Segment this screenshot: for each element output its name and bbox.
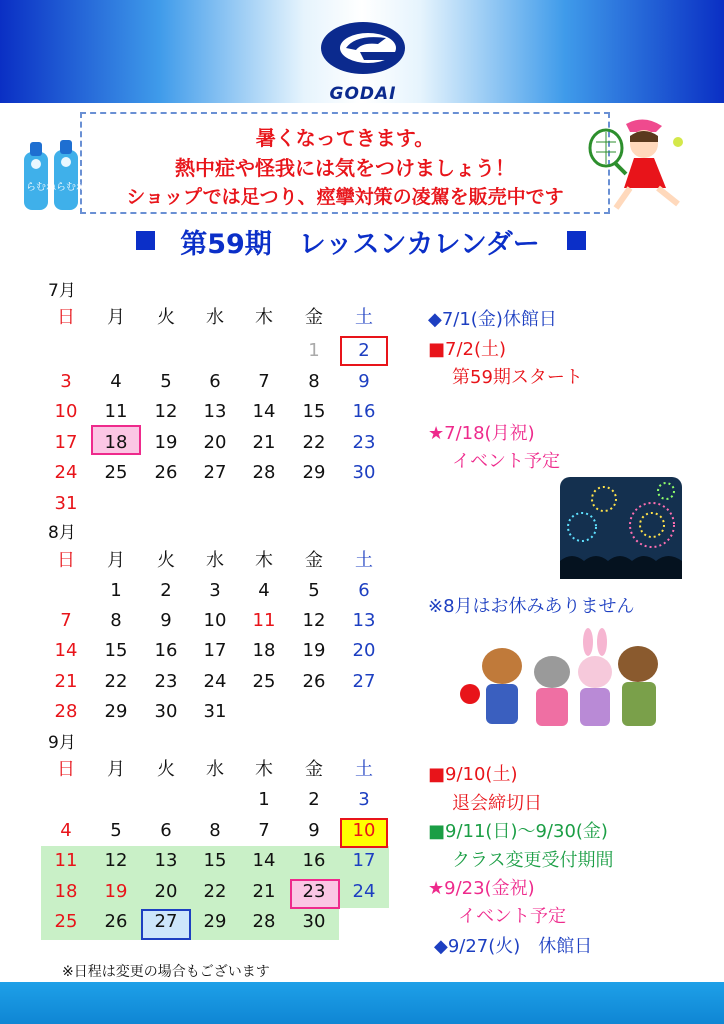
weekday-header-5: 金 bbox=[305, 307, 323, 328]
calendar-day: 24 bbox=[203, 671, 227, 692]
calendar-day: 25 bbox=[252, 671, 276, 692]
calendar-day: 5 bbox=[110, 820, 122, 841]
weekday-header-4: 木 bbox=[255, 550, 273, 571]
calendar-day: 5 bbox=[160, 371, 172, 392]
calendar-day: 20 bbox=[203, 432, 227, 453]
calendar-day: 14 bbox=[252, 850, 276, 871]
weekday-header-5: 金 bbox=[305, 759, 323, 780]
month-label-september: 9月 bbox=[48, 733, 76, 753]
calendar-title-row bbox=[130, 222, 600, 260]
brand-name: GODAI bbox=[329, 84, 397, 104]
calendar-day: 7 bbox=[258, 820, 270, 841]
weekday-header-3: 水 bbox=[206, 759, 224, 780]
calendar-day: 24 bbox=[54, 462, 78, 483]
event-jul18: ★7/18(月祝) bbox=[428, 423, 535, 444]
notice-box bbox=[80, 112, 610, 214]
calendar-day: 13 bbox=[203, 401, 227, 422]
notice-line-2: 熱中症や怪我には気をつけましょう！ bbox=[175, 156, 515, 180]
calendar-day: 1 bbox=[258, 789, 270, 810]
calendar-day: 19 bbox=[104, 881, 128, 902]
calendar-day: 3 bbox=[60, 371, 72, 392]
event-sep11-30: ■9/11(日)～9/30(金) bbox=[428, 821, 608, 842]
weekday-header-6: 土 bbox=[355, 307, 373, 328]
calendar-day: 4 bbox=[110, 371, 122, 392]
calendar-day: 18 bbox=[54, 881, 78, 902]
calendar-day: 21 bbox=[54, 671, 78, 692]
notice-line-3: ショップでは足つり、痙攣対策の凌駕を販売中です bbox=[126, 186, 564, 208]
calendar-day: 8 bbox=[110, 610, 122, 631]
calendar-day: 20 bbox=[154, 881, 178, 902]
calendar-day: 9 bbox=[308, 820, 320, 841]
calendar-day: 17 bbox=[352, 850, 376, 871]
calendar-day: 5 bbox=[308, 580, 320, 601]
month-label-july: 7月 bbox=[48, 281, 76, 301]
calendar-day: 22 bbox=[203, 881, 227, 902]
calendar-day: 6 bbox=[358, 580, 370, 601]
calendar-day: 10 bbox=[352, 820, 376, 841]
event-jul2: ■7/2(土) bbox=[428, 339, 507, 360]
calendar-day: 30 bbox=[352, 462, 376, 483]
calendar-day: 24 bbox=[352, 881, 376, 902]
calendar-day: 2 bbox=[308, 789, 320, 810]
calendar-day: 30 bbox=[154, 701, 178, 722]
calendar-day: 4 bbox=[60, 820, 72, 841]
calendar-day: 14 bbox=[54, 640, 78, 661]
footnote: ※日程は変更の場合もございます bbox=[62, 964, 270, 980]
calendar-day: 12 bbox=[154, 401, 178, 422]
weekday-header-4: 木 bbox=[255, 307, 273, 328]
calendar-day: 12 bbox=[302, 610, 326, 631]
calendar-day: 29 bbox=[302, 462, 326, 483]
calendar-day: 18 bbox=[104, 432, 128, 453]
title-square-right-icon bbox=[567, 231, 586, 250]
calendar-day: 15 bbox=[302, 401, 326, 422]
event-sep23-detail: イベント予定 bbox=[458, 906, 566, 927]
calendar-day: 20 bbox=[352, 640, 376, 661]
calendar-day: 2 bbox=[160, 580, 172, 601]
calendar-day: 3 bbox=[209, 580, 221, 601]
calendar-day: 23 bbox=[352, 432, 376, 453]
calendar-day: 25 bbox=[104, 462, 128, 483]
event-jul1: ◆7/1(金)休館日 bbox=[428, 309, 557, 330]
title-square-left-icon bbox=[136, 231, 155, 250]
calendar-day: 31 bbox=[203, 701, 227, 722]
weekday-header-2: 火 bbox=[157, 759, 175, 780]
calendar-day: 16 bbox=[302, 850, 326, 871]
calendar-day: 16 bbox=[154, 640, 178, 661]
calendar-day: 8 bbox=[308, 371, 320, 392]
calendar-day: 27 bbox=[352, 671, 376, 692]
calendar-day: 12 bbox=[104, 850, 128, 871]
calendar-day: 25 bbox=[54, 911, 78, 932]
calendar-day: 7 bbox=[60, 610, 72, 631]
calendar-day: 28 bbox=[252, 911, 276, 932]
calendar-day: 15 bbox=[104, 640, 128, 661]
calendar-day: 11 bbox=[104, 401, 128, 422]
calendar-day: 26 bbox=[104, 911, 128, 932]
weekday-header-6: 土 bbox=[355, 759, 373, 780]
weekday-header-3: 水 bbox=[206, 307, 224, 328]
calendar-day: 27 bbox=[203, 462, 227, 483]
event-sep10: ■9/10(土) bbox=[428, 764, 518, 785]
calendar-day: 28 bbox=[54, 701, 78, 722]
event-sep10-detail: 退会締切日 bbox=[452, 793, 542, 814]
weekday-header-1: 月 bbox=[107, 550, 125, 571]
footer-band bbox=[0, 982, 724, 1024]
calendar-day: 31 bbox=[54, 493, 78, 514]
calendar-day: 16 bbox=[352, 401, 376, 422]
calendar-day: 23 bbox=[154, 671, 178, 692]
calendar-day: 28 bbox=[252, 462, 276, 483]
calendar-day: 15 bbox=[203, 850, 227, 871]
tennis-player-illustration bbox=[586, 112, 696, 220]
calendar-day: 29 bbox=[104, 701, 128, 722]
weekday-header-0: 日 bbox=[57, 759, 75, 780]
notice-line-1: 暑くなってきます。 bbox=[255, 126, 435, 150]
calendar-day: 8 bbox=[209, 820, 221, 841]
calendar-day: 19 bbox=[302, 640, 326, 661]
calendar-day: 1 bbox=[110, 580, 122, 601]
weekday-header-4: 木 bbox=[255, 759, 273, 780]
calendar-day: 6 bbox=[209, 371, 221, 392]
calendar-day: 11 bbox=[252, 610, 276, 631]
weekday-header-0: 日 bbox=[57, 550, 75, 571]
calendar-day: 19 bbox=[154, 432, 178, 453]
event-sep23: ★9/23(金祝) bbox=[428, 878, 535, 899]
calendar-title: 第59期 レッスンカレンダー bbox=[180, 229, 540, 260]
ramune-bottles-illustration bbox=[18, 140, 88, 214]
bottle-label: らむねらむね bbox=[26, 182, 86, 193]
logo-mark-icon bbox=[316, 14, 410, 84]
weekday-header-2: 火 bbox=[157, 550, 175, 571]
calendar-day: 9 bbox=[160, 610, 172, 631]
calendar-day: 4 bbox=[258, 580, 270, 601]
calendar-day: 3 bbox=[358, 789, 370, 810]
calendar-day: 26 bbox=[154, 462, 178, 483]
weekday-header-6: 土 bbox=[355, 550, 373, 571]
calendar-day: 1 bbox=[308, 340, 320, 361]
event-jul18-detail: イベント予定 bbox=[452, 451, 560, 472]
calendar-day: 17 bbox=[203, 640, 227, 661]
event-august-note: ※8月はお休みありません bbox=[428, 596, 635, 617]
fireworks-illustration bbox=[560, 477, 682, 579]
weekday-header-1: 月 bbox=[107, 759, 125, 780]
weekday-header-2: 火 bbox=[157, 307, 175, 328]
calendar-day: 22 bbox=[302, 432, 326, 453]
calendar-day: 30 bbox=[302, 911, 326, 932]
calendar-day: 10 bbox=[203, 610, 227, 631]
calendar-day: 23 bbox=[302, 881, 326, 902]
calendar-day: 17 bbox=[54, 432, 78, 453]
calendar-day: 21 bbox=[252, 432, 276, 453]
calendar-day: 18 bbox=[252, 640, 276, 661]
event-sep27: ◆9/27(火) 休館日 bbox=[434, 936, 593, 957]
calendar-day: 13 bbox=[352, 610, 376, 631]
calendar-day: 29 bbox=[203, 911, 227, 932]
calendar-day: 22 bbox=[104, 671, 128, 692]
weekday-header-3: 水 bbox=[206, 550, 224, 571]
weekday-header-1: 月 bbox=[107, 307, 125, 328]
calendar-day: 11 bbox=[54, 850, 78, 871]
calendar-day: 21 bbox=[252, 881, 276, 902]
yukata-animals-illustration bbox=[456, 628, 666, 738]
calendar-day: 27 bbox=[154, 911, 178, 932]
calendar-day: 14 bbox=[252, 401, 276, 422]
event-sep11-30-detail: クラス変更受付期間 bbox=[452, 850, 614, 871]
godai-logo bbox=[316, 14, 410, 102]
month-label-august: 8月 bbox=[48, 523, 76, 543]
calendar-day: 9 bbox=[358, 371, 370, 392]
event-jul2-detail: 第59期スタート bbox=[452, 367, 583, 388]
calendar-day: 13 bbox=[154, 850, 178, 871]
calendar-day: 7 bbox=[258, 371, 270, 392]
weekday-header-5: 金 bbox=[305, 550, 323, 571]
calendar-day: 2 bbox=[358, 340, 370, 361]
calendar-day: 6 bbox=[160, 820, 172, 841]
weekday-header-0: 日 bbox=[57, 307, 75, 328]
calendar-day: 10 bbox=[54, 401, 78, 422]
calendar-day: 26 bbox=[302, 671, 326, 692]
